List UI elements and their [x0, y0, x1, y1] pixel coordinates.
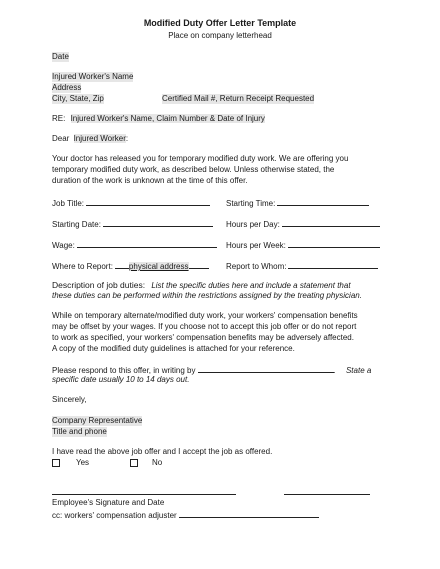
starting-date-input[interactable]	[103, 218, 213, 227]
certified-mail-field[interactable]: Certified Mail #, Return Receipt Requested	[162, 94, 315, 103]
sincerely: Sincerely,	[52, 395, 87, 404]
cc-line	[52, 509, 319, 521]
hours-per-week-label: Hours per Week:	[226, 241, 286, 250]
hours-per-day-label: Hours per Day:	[226, 220, 280, 229]
hours-per-day-row	[226, 218, 380, 230]
worker-name-field[interactable]: Injured Worker's Name	[52, 72, 134, 81]
job-title-row	[52, 197, 210, 209]
starting-date-label: Starting Date:	[52, 220, 101, 229]
respond-instruction-1: State a	[345, 366, 372, 375]
date-line[interactable]	[284, 494, 370, 495]
respond-instruction-2: specific date usually 10 to 14 days out.	[52, 375, 190, 384]
re-prefix: RE:	[52, 114, 66, 123]
benefits-line-1: While on temporary alternate/modified duty work, your workers' compensation benefits	[52, 311, 358, 320]
yes-checkbox[interactable]	[52, 459, 60, 467]
starting-date-row	[52, 218, 213, 230]
benefits-line-3: to work as specified, your workers' compensation benefits may be adversely affected.	[52, 333, 354, 342]
acceptance-statement: I have read the above job offer and I accept the job as offered.	[52, 447, 273, 456]
starting-time-input[interactable]	[277, 197, 369, 206]
salutation-name-field[interactable]: Injured Worker	[73, 134, 126, 143]
report-to-whom-input[interactable]	[288, 260, 378, 269]
report-to-whom-label: Report to Whom:	[226, 262, 287, 271]
no-option[interactable]	[130, 458, 162, 468]
starting-time-label: Starting Time:	[226, 199, 276, 208]
where-to-report-row	[52, 260, 209, 272]
hours-per-day-input[interactable]	[282, 218, 380, 227]
where-to-report-label: Where to Report:	[52, 262, 113, 271]
where-to-report-tail	[189, 260, 209, 269]
intro-line-1: Your doctor has released you for temporary modified duty work. We are offering you	[52, 154, 349, 163]
benefits-line-4: A copy of the modified duty guidelines is attached for your reference.	[52, 344, 295, 353]
signature-line[interactable]	[52, 494, 236, 495]
where-to-report-field[interactable]: physical address	[128, 262, 189, 271]
duties-label: Description of job duties:	[52, 280, 146, 290]
yes-option[interactable]	[52, 458, 89, 468]
city-state-zip-field[interactable]: City, State, Zip	[52, 94, 104, 103]
wage-row	[52, 239, 217, 251]
hours-per-week-input[interactable]	[288, 239, 380, 248]
respond-date-input[interactable]	[198, 364, 334, 373]
respond-text: Please respond to this offer, in writing by	[52, 366, 196, 375]
benefits-line-2: may be offset by your wages. If you choose not to accept this job offer or do not report	[52, 322, 357, 331]
date-field[interactable]: Date	[52, 52, 69, 61]
where-to-report-lead	[115, 260, 129, 269]
signature-label: Employee's Signature and Date	[52, 498, 165, 507]
duties-instruction-2: these duties can be performed within the restrictions assigned by the treating physician.	[52, 291, 362, 300]
cc-label: cc: workers' compensation adjuster	[52, 511, 177, 520]
respond-period: .	[333, 366, 336, 375]
salutation-suffix: :	[125, 134, 129, 143]
intro-line-2: temporary modified duty work, as described below. Unless otherwise stated, the	[52, 165, 335, 174]
wage-label: Wage:	[52, 241, 75, 250]
re-field[interactable]: Injured Worker's Name, Claim Number & Date of Injury	[70, 114, 265, 123]
address-field[interactable]: Address	[52, 83, 82, 92]
intro-line-3: duration of the work is unknown at the time of this offer.	[52, 176, 248, 185]
starting-time-row	[226, 197, 369, 209]
title-phone-field[interactable]: Title and phone	[52, 427, 107, 436]
page-title: Modified Duty Offer Letter Template	[143, 18, 297, 28]
no-label: No	[152, 458, 163, 467]
job-title-input[interactable]	[86, 197, 210, 206]
salutation-prefix: Dear	[52, 134, 70, 143]
yes-label: Yes	[76, 458, 90, 467]
hours-per-week-row	[226, 239, 380, 251]
company-rep-field[interactable]: Company Representative	[52, 416, 143, 425]
job-title-label: Job Title:	[52, 199, 85, 208]
duties-instruction-1: List the specific duties here and include a statement that	[151, 281, 351, 290]
salutation	[52, 134, 128, 144]
duties-line-1	[52, 280, 351, 291]
re-line	[52, 114, 265, 124]
report-to-whom-row	[226, 260, 378, 272]
no-checkbox[interactable]	[130, 459, 138, 467]
wage-input[interactable]	[77, 239, 217, 248]
page-subtitle: Place on company letterhead	[168, 31, 272, 40]
cc-adjuster-input[interactable]	[179, 509, 319, 518]
